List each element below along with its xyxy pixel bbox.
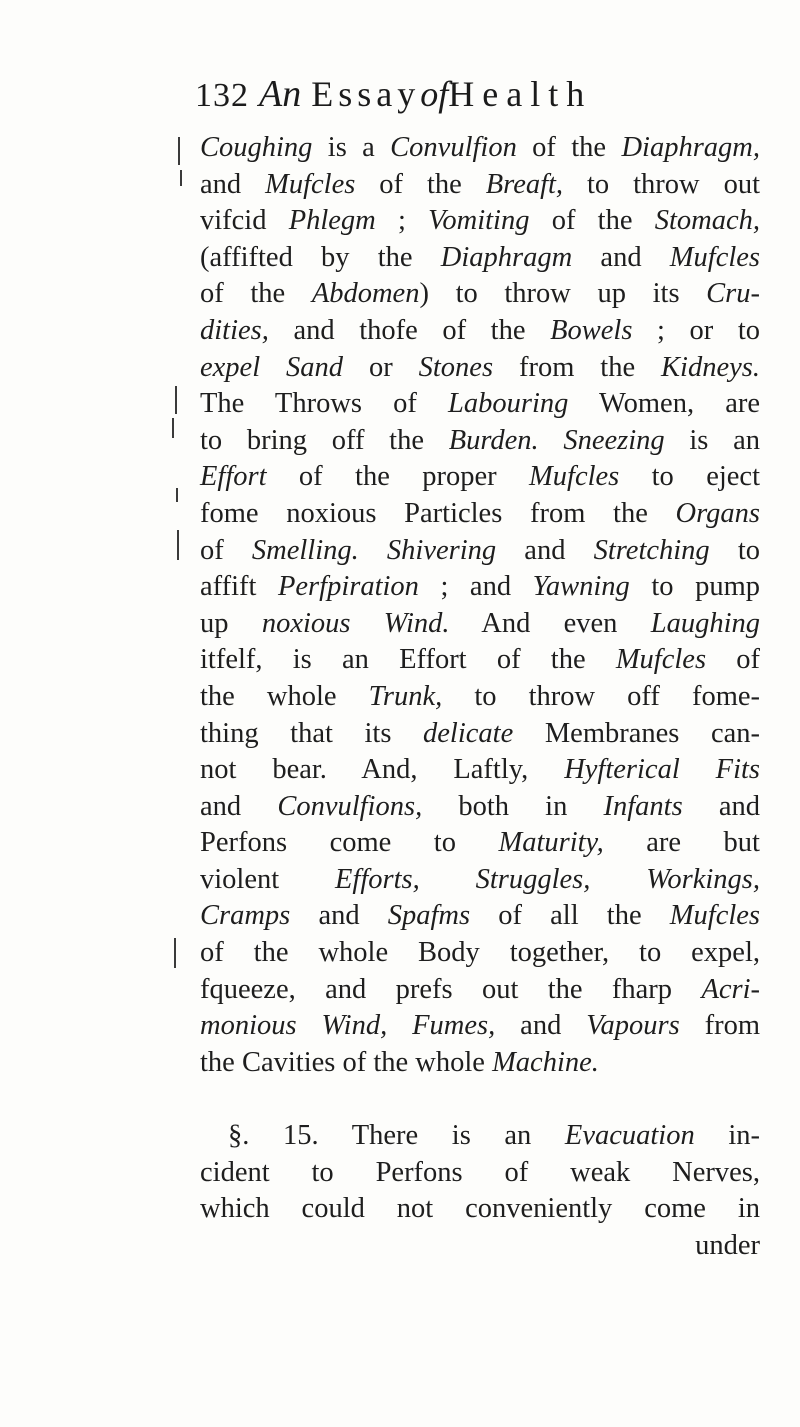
text-line [200,569,760,606]
italic-text: Shivering [386,534,497,566]
italic-text: Yawning [532,571,630,603]
margin-mark [174,938,176,968]
running-header [195,72,755,124]
text-run: in- [694,1120,760,1152]
text-run: Membranes can- [513,717,760,749]
text-run: or [343,351,419,383]
italic-text: Laughing [650,607,761,639]
text-line [200,1191,760,1228]
text-line [200,898,760,935]
text-run: vifcid [200,205,289,237]
text-run: ; [375,205,429,237]
text-run: which could not conveniently come in [200,1193,760,1225]
text-run: to eject [619,461,760,493]
text-run: fqueeze, and prefs out the fharp [200,973,702,1005]
text-run: of [200,534,252,566]
italic-text: Acri- [701,973,760,1005]
italic-text: Stones [418,351,494,383]
text-run: the whole [200,680,369,712]
text-line [200,825,760,862]
text-line [200,1118,760,1155]
text-run: of the [355,168,486,200]
text-run: of [706,644,760,676]
text-run: of the proper [266,461,530,493]
text-run: §. 15. There is an [228,1120,565,1152]
italic-text: Convulfion [390,132,517,163]
text-run: fome noxious Particles from the [200,497,676,529]
text-line [200,642,760,679]
header-title-essay: Essay [311,74,421,114]
text-run: to [709,534,760,566]
header-title-an: An [259,73,302,115]
text-run: and [290,900,388,932]
text-line [200,606,760,643]
italic-text: Mufcles [669,241,760,273]
text-run: up [200,607,262,639]
italic-text: Coughing [200,132,313,163]
text-run: of all the [470,900,670,932]
text-run: ) to throw up its [419,278,707,310]
text-run: itfelf, is an Effort of the [200,644,616,676]
italic-text: Struggles, [475,863,591,895]
italic-text: Burden. [448,424,539,456]
text-line [200,130,760,167]
text-line [200,350,760,387]
text-line [200,533,760,570]
text-line [200,862,760,899]
text-line [200,276,760,313]
text-run: of the [200,278,312,310]
italic-text: Workings, [646,863,761,895]
text-line [200,496,760,533]
body-text [200,130,760,1264]
italic-text: Evacuation [564,1120,695,1152]
text-line [200,972,760,1009]
text-line [200,935,760,972]
paragraph-gap [200,1081,760,1118]
text-run: ; and [418,571,533,603]
text-run: from the [493,351,662,383]
text-run: cident to Perfons of weak Nerves, [200,1156,760,1188]
italic-text: Smelling. [251,534,359,566]
text-run: to pump [629,571,760,603]
text-run: ; or to [632,314,760,346]
italic-text: Phlegm [288,205,376,237]
italic-text: Maturity, [498,827,604,859]
text-run: Women, are [568,388,760,420]
italic-text: Convulfions, [277,790,423,822]
italic-text: noxious Wind. [261,607,450,639]
italic-text: Fumes, [412,1010,496,1042]
italic-text: Spafms [387,900,471,932]
text-run: thing that its [200,717,424,749]
text-run: from [679,1010,760,1042]
text-run: Perfons come to [200,827,499,859]
text-line [200,1045,760,1082]
header-title-of: of [420,74,449,114]
italic-text: Stomach, [654,205,760,237]
italic-text: Sneezing [563,424,665,456]
margin-mark [175,386,177,414]
italic-text: Bowels [550,314,633,346]
text-line [200,386,760,423]
text-line [200,789,760,826]
text-run: and [200,168,266,200]
text-line [200,203,760,240]
text-run: affift [200,571,278,603]
text-line [200,423,760,460]
text-run: are but [603,827,760,859]
text-run: and [496,534,594,566]
text-run: to throw off fome- [442,680,760,712]
italic-text: Cru- [706,278,760,310]
italic-text: delicate [423,717,514,749]
italic-text: Mufcles [265,168,356,200]
italic-text: Organs [675,497,760,529]
margin-mark [176,488,178,502]
text-run: and [572,241,670,273]
text-run: of the [529,205,655,237]
italic-text: Abdomen [311,278,420,310]
italic-text: Hyfterical Fits [564,754,760,786]
text-run: both in [422,790,604,822]
italic-text: Vapours [586,1010,680,1042]
catchword: under [695,1229,760,1261]
margin-mark [177,530,179,560]
text-line [200,167,760,204]
italic-text: Vomiting [428,205,530,237]
margin-mark [180,170,182,186]
text-run [539,425,564,456]
page-number: 132 [195,77,249,114]
text-run: to bring off the [200,424,449,456]
text-run: and [495,1010,587,1042]
text-run: of the [516,132,622,163]
text-run: and [200,790,278,822]
italic-text: expel Sand [200,351,344,383]
text-run: is a [312,132,391,163]
text-line [200,1008,760,1045]
text-run: of the whole Body together, to expel, [200,937,760,969]
italic-text: Effort [200,461,267,493]
italic-text: Mufcles [615,644,707,676]
italic-text: Infants [603,790,683,822]
italic-text: dities, [200,314,269,346]
text-run: (affifted by the [200,241,441,273]
italic-text: Machine. [492,1046,599,1078]
text-run: is an [664,424,760,456]
italic-text: Breaft, [485,168,564,200]
italic-text: Labouring [448,388,569,420]
text-line [200,752,760,789]
italic-text: Mufcles [669,900,760,932]
italic-text: Kidneys. [661,351,760,383]
italic-text: Cramps [200,900,291,932]
text-run: The Throws of [200,388,449,420]
text-line [200,313,760,350]
italic-text: Perfpiration [278,571,419,603]
margin-mark [172,418,174,438]
text-run: And even [449,607,651,639]
italic-text: Trunk, [368,680,443,712]
italic-text: Diaphragm [440,241,573,273]
text-run: and thofe of the [268,314,551,346]
text-line [200,679,760,716]
text-run: and [682,790,760,822]
italic-text: monious Wind, [200,1010,388,1042]
italic-text: Efforts, [335,863,420,895]
text-run: the Cavities of the whole [200,1046,493,1078]
text-line [200,716,760,753]
margin-mark [178,137,180,165]
text-line [200,459,760,496]
text-line [200,240,760,277]
italic-text: Diaphragm, [621,132,760,163]
text-run [387,1010,412,1041]
italic-text: Stretching [593,534,710,566]
text-run: to throw out [563,168,760,200]
italic-text: Mufcles [529,461,620,493]
text-run [590,864,646,895]
text-run [420,864,476,895]
text-run [359,535,387,566]
header-title-health: Health [448,74,593,114]
text-run: not bear. And, Laftly, [200,754,565,786]
text-run: violent [200,863,336,895]
text-line [200,1155,760,1192]
